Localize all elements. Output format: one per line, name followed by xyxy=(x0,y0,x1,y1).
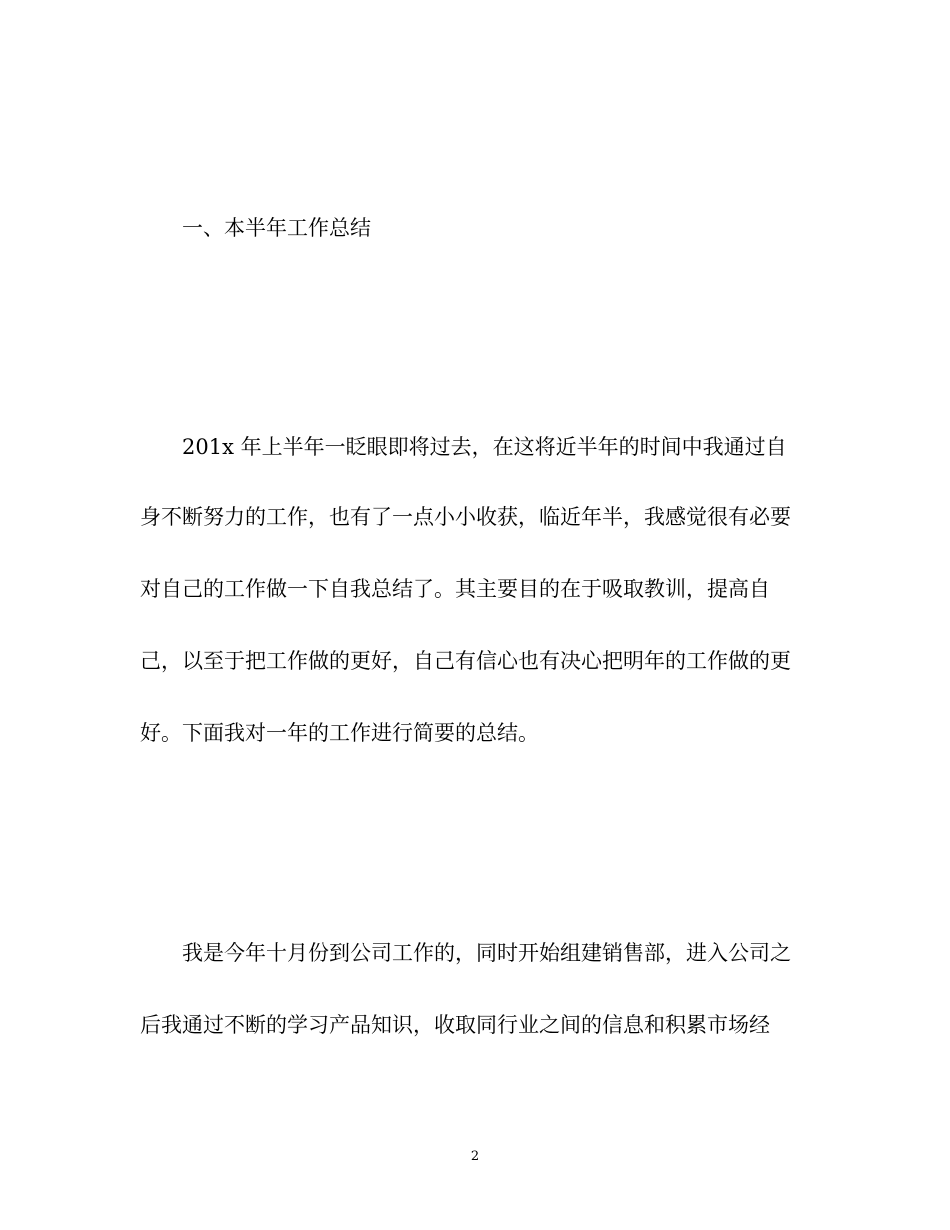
paragraph-1-line: 对自己的工作做一下自我总结了。其主要目的在于吸取教训，提高自 xyxy=(140,577,770,601)
paragraph-1-line: 身不断努力的工作，也有了一点小小收获，临近年半，我感觉很有必要 xyxy=(140,505,791,529)
paragraph-1-line: 己，以至于把工作做的更好，自己有信心也有决心把明年的工作做的更 xyxy=(140,649,791,673)
paragraph-2-line: 我是今年十月份到公司工作的，同时开始组建销售部，进入公司之 xyxy=(182,941,791,965)
paragraph-1-line: 好。下面我对一年的工作进行简要的总结。 xyxy=(140,721,539,745)
page-number: 2 xyxy=(470,1149,480,1164)
paragraph-1-line: 201x 年上半年一眨眼即将过去，在这将近半年的时间中我通过自 xyxy=(182,435,787,459)
paragraph-2-line: 后我通过不断的学习产品知识，收取同行业之间的信息和积累市场经 xyxy=(140,1013,770,1037)
section-heading: 一、本半年工作总结 xyxy=(182,216,371,240)
